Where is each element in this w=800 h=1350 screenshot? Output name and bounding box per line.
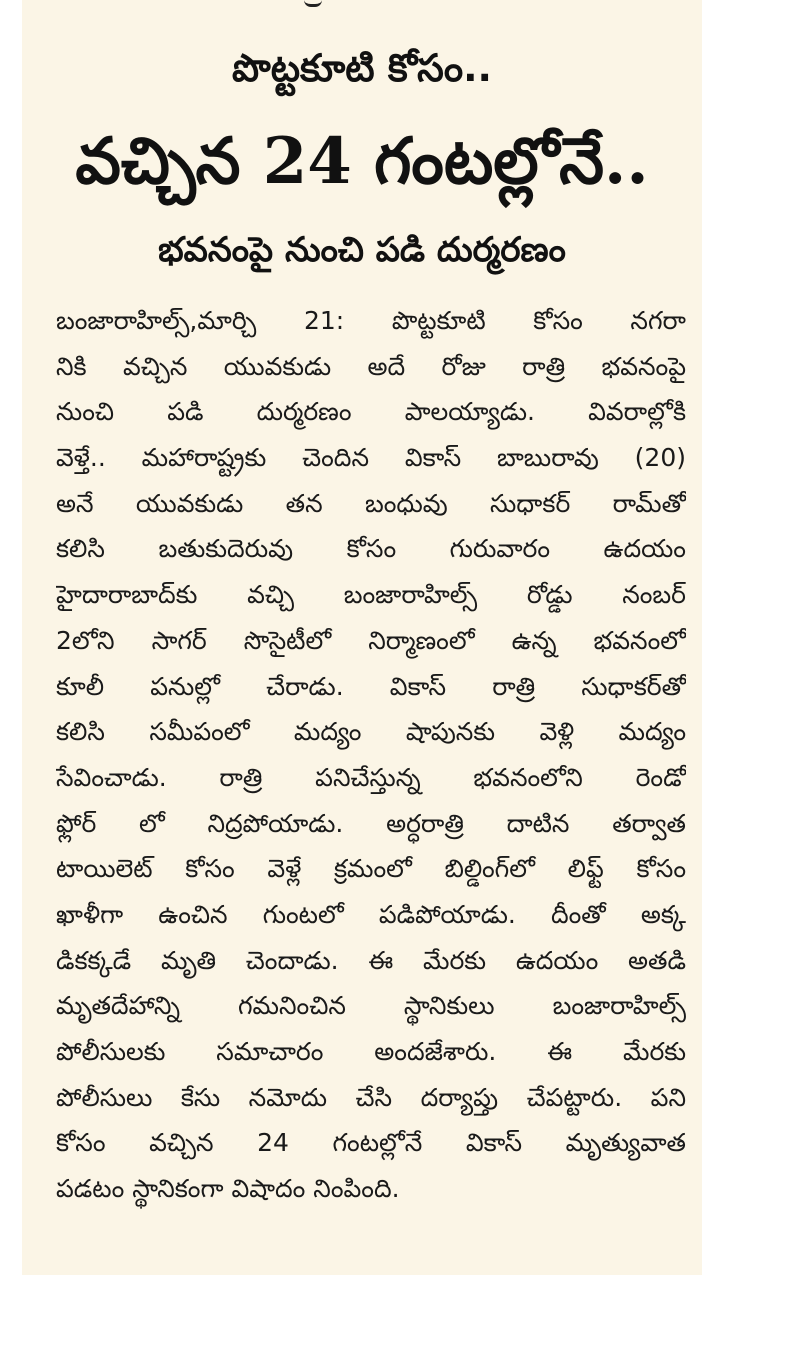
body-line: పడటం స్థానికంగా విషాదం నింపింది. <box>56 1174 400 1204</box>
body-line: డికక్కడే మృతి చెందాడు. ఈ మేరకు ఉదయం అతడి <box>56 945 686 975</box>
body-line: మృతదేహాన్ని గమనించిన స్థానికులు బంజారాహిల్స్ <box>56 991 686 1021</box>
body-line: అనే యువకుడు తన బంధువు సుధాకర్ రామ్‌తో <box>56 488 686 518</box>
body-line: నుంచి పడి దుర్మరణం పాలయ్యాడు. వివరాల్లోకి <box>56 397 686 427</box>
body-line: బంజారాహిల్స్,మార్చి 21: పొట్టకూటి కోసం నగరా <box>56 306 686 335</box>
body-line: టాయిలెట్ కోసం వెళ్లే క్రమంలో బిల్డింగ్‌లో లిఫ్ట్ కోసం <box>56 854 686 884</box>
body-line: నికి వచ్చిన యువకుడు అదే రోజు రాత్రి భవనంపై <box>56 351 686 381</box>
body-line: కలిసి బతుకుదెరువు కోసం గురువారం ఉదయం <box>56 534 686 564</box>
body-line: వెళ్తే.. మహారాష్ట్రకు చెందిన వికాస్ బాబురావు (20) <box>56 443 686 473</box>
body-line: పోలీసులు కేసు నమోదు చేసి దర్యాప్తు చేపట్టారు. పని <box>56 1082 686 1112</box>
body-line: పోలీసులకు సమాచారం అందజేశారు. ఈ మేరకు <box>56 1037 686 1066</box>
body-line: ఫ్లోర్ లో నిద్రపోయాడు. అర్ధరాత్రి దాటిన తర్వాత <box>56 808 686 838</box>
body-line: కలిసి సమీపంలో మద్యం షాపునకు వెళ్లి మద్యం <box>56 717 686 747</box>
article-subhead: భవనంపై నుంచి పడి దుర్మరణం <box>158 230 566 270</box>
article-kicker: పొట్టకూటి కోసం.. <box>232 46 492 90</box>
body-line: హైదారాబాద్‌కు వచ్చి బంజారాహిల్స్ రోడ్డు నంబర్ <box>56 580 686 610</box>
body-line: కూలీ పనుల్లో చేరాడు. వికాస్ రాత్రి సుధాకర్‌తో <box>56 671 686 701</box>
article-headline: వచ్చిన 24 గంటల్లోనే.. <box>75 124 649 199</box>
body-line: 2లోని సాగర్ సొసైటీలో నిర్మాణంలో ఉన్న భవనంలో <box>56 625 686 655</box>
article-body <box>56 298 686 1212</box>
body-line: ఖాళీగా ఉంచిన గుంటలో పడిపోయాడు. దీంతో అక్క <box>56 899 686 929</box>
body-line: సేవించాడు. రాత్రి పనిచేస్తున్న భవనంలోని రెండో <box>56 762 686 792</box>
cut-off-glyph-fragment <box>304 0 322 7</box>
body-line: కోసం వచ్చిన 24 గంటల్లోనే వికాస్ మృత్యువాత <box>56 1128 686 1158</box>
newspaper-clipping <box>22 0 702 1275</box>
